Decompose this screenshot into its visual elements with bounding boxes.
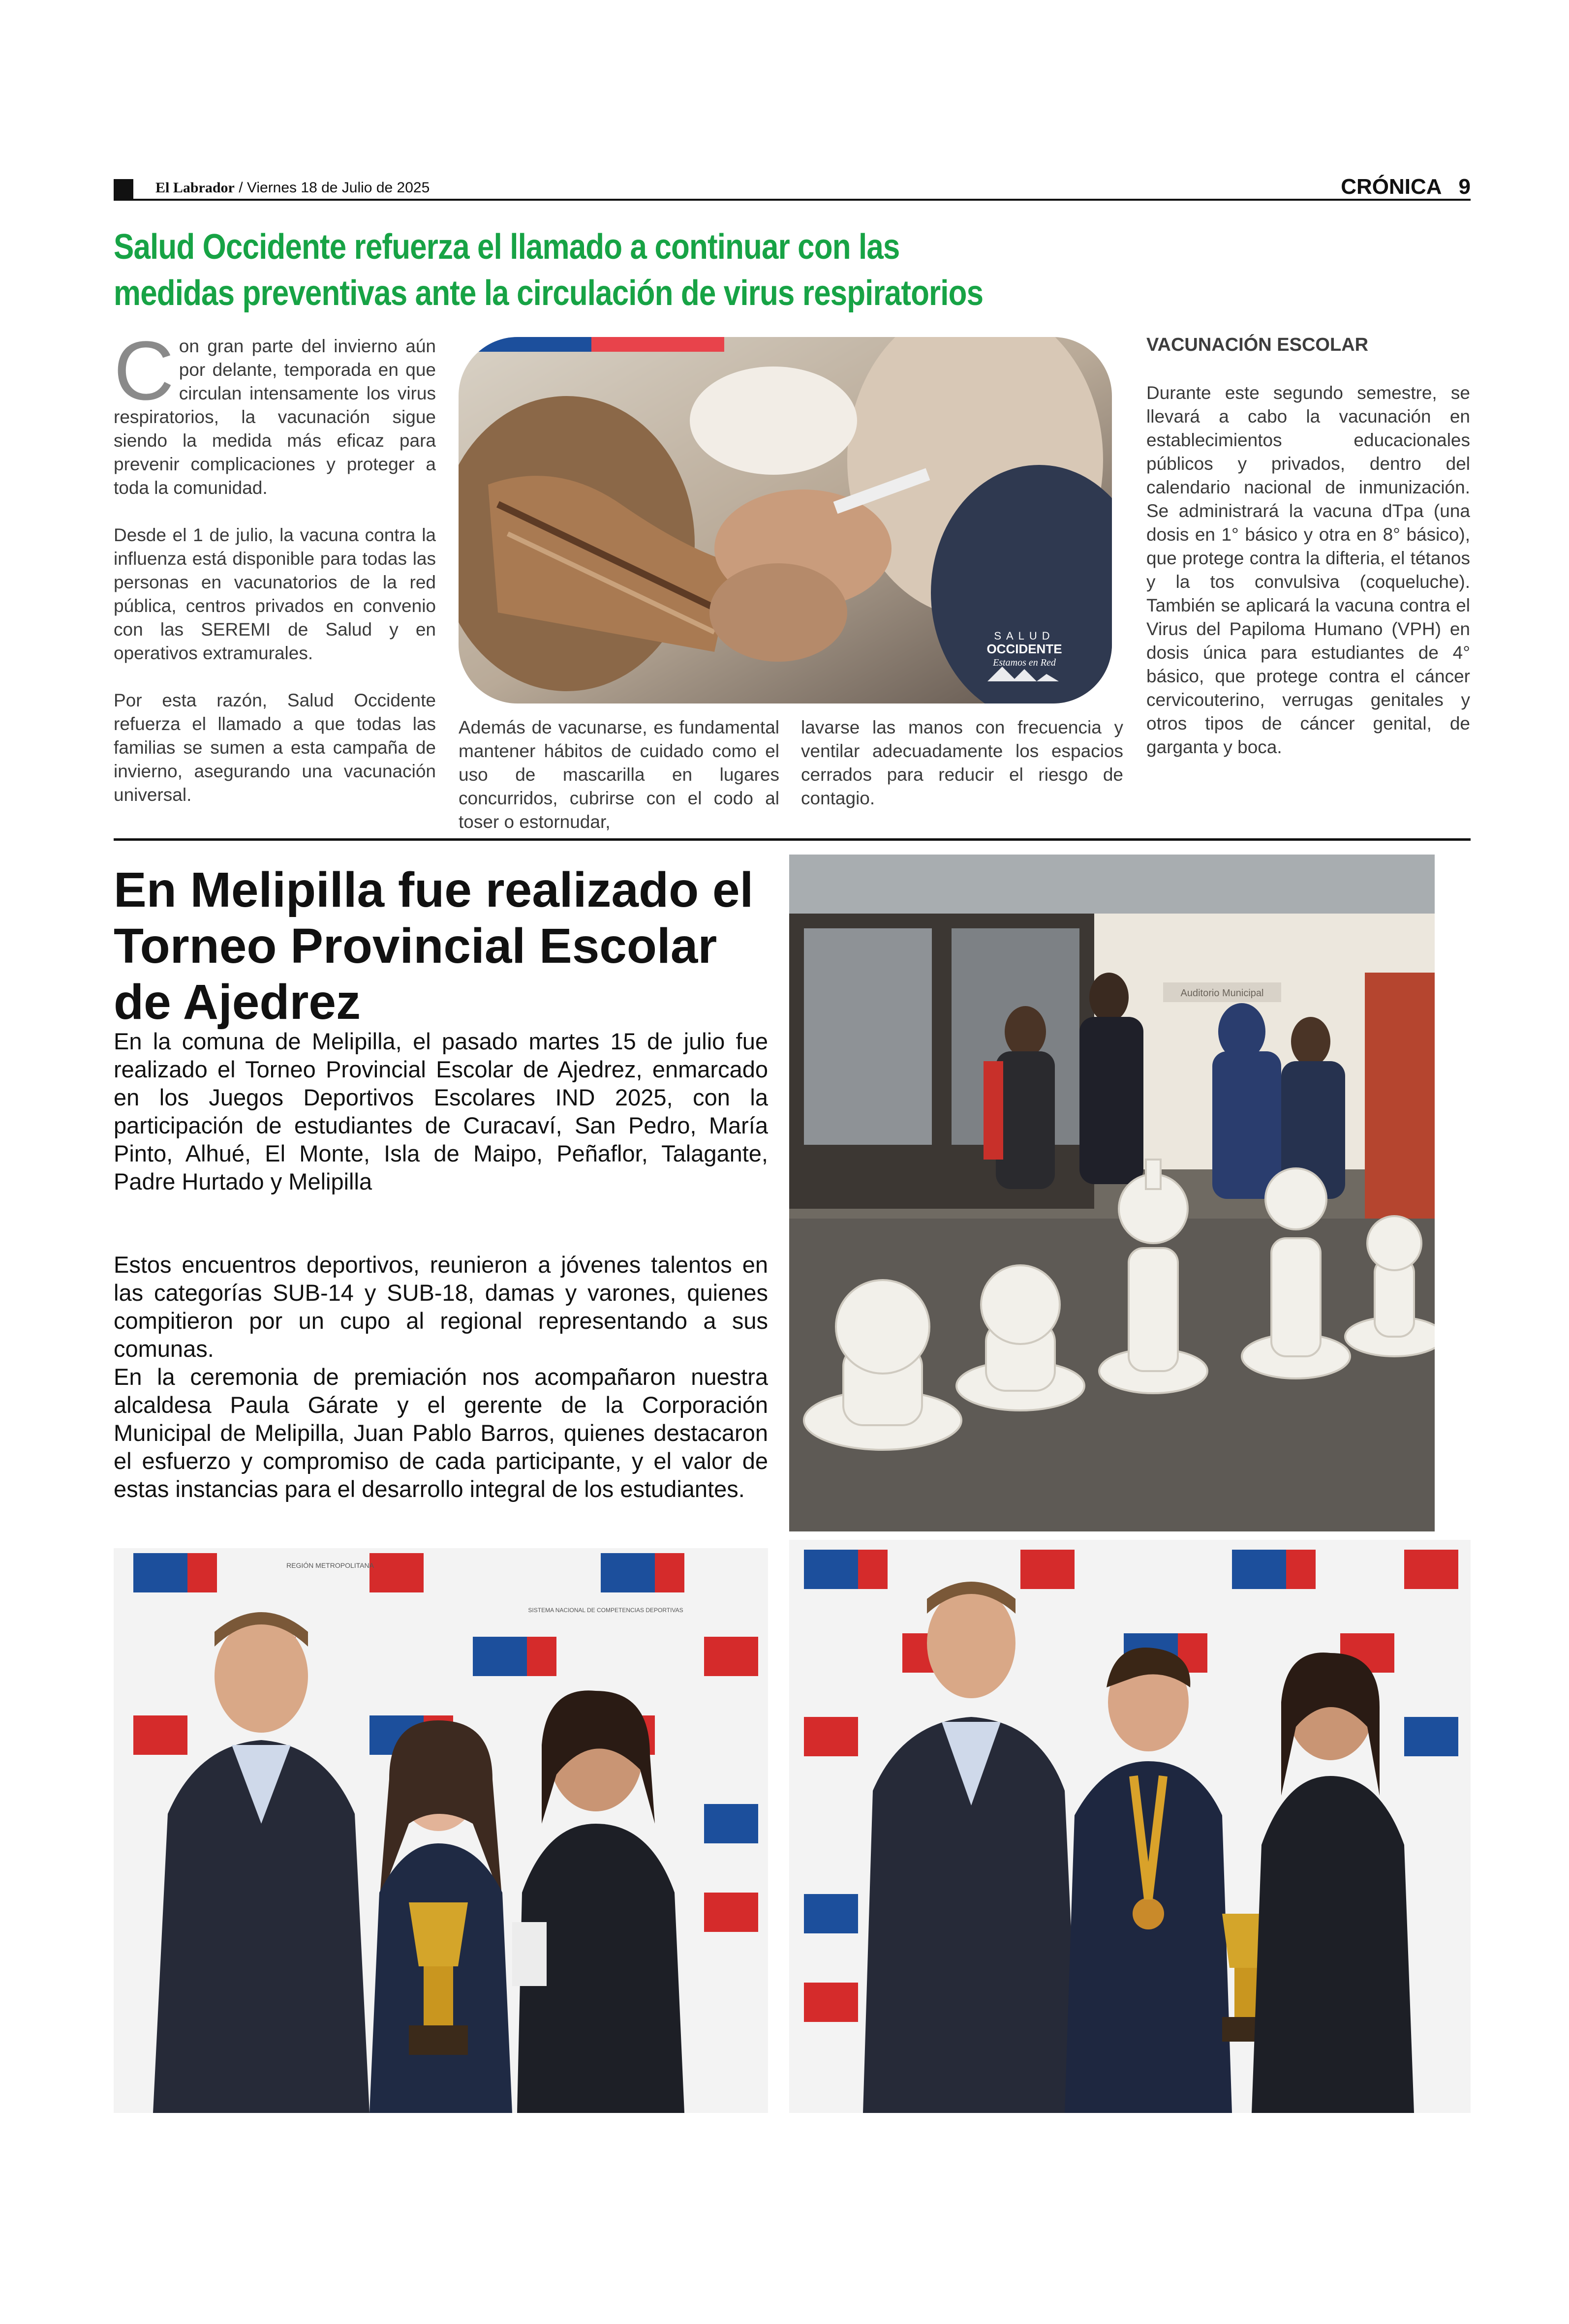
article2-paragraph3: En la ceremonia de premiación nos acompañaron nuestra alcaldesa Paula Gárate y el gerente de la Corporación Municipal de Melipilla, Juan Pablo Barros, quienes destacaron el esfuerzo y compromiso de cada participante, y el valor de estas instancias para el desarrollo integral de los estudiantes. [114, 1364, 768, 1502]
award-photo-girl [114, 1548, 768, 2113]
chess-board-photo [789, 855, 1435, 1531]
article1-headline-line2: medidas preventivas ante la circulación de virus respiratorios [114, 274, 984, 313]
article1-column1 [114, 324, 436, 830]
auditorio-sign: Auditorio Municipal [1180, 988, 1264, 999]
article2-paragraph2: Estos encuentros deportivos, reunieron a jóvenes talentos en las categorías SUB-14 y SUB-18, damas y varones, quienes compitieron por un cupo al regional representando a sus comunas. [114, 1252, 768, 1362]
article2-paragraph1: En la comuna de Melipilla, el pasado martes 15 de julio fue realizado el Torneo Provincial Escolar de Ajedrez, enmarcado en los Juegos Deportivos Escolares IND 2025, con la participación de estudiantes de Curacaví, San Pedro, María Pinto, Alhué, El Monte, Isla de Maipo, Peñaflor, Talagante, Padre Hurtado y Melipilla [114, 1028, 768, 1194]
header-rule [114, 199, 1471, 201]
backdrop-label-2: SISTEMA NACIONAL DE COMPETENCIAS DEPORTIVAS [528, 1607, 683, 1614]
article1-paragraph3: Por esta razón, Salud Occidente refuerza el llamado a que todas las familias se sumen a esta campaña de invierno, asegurando una vacunación universal. [114, 690, 436, 805]
header-publication [155, 177, 430, 199]
section-name: CRÓNICA [1341, 175, 1442, 199]
article1-column3: lavarse las manos con frecuencia y ventilar adecuadamente los espacios cerrados para reducir el riesgo de contagio. [801, 717, 1123, 808]
article2-headline: En Melipilla fue realizado el Torneo Provincial Escolar de Ajedrez [114, 862, 754, 1030]
vacunacion-escolar-sidebar [1146, 332, 1470, 759]
logo-line1: SALUD [994, 630, 1055, 642]
logo-line2: OCCIDENTE [986, 642, 1062, 656]
header-square-mark [114, 179, 133, 199]
backdrop-label-1: REGIÓN METROPOLITANA [286, 1561, 374, 1569]
award-photo-boy [789, 1540, 1471, 2113]
paper-name: El Labrador [155, 180, 235, 196]
article2-body [114, 1251, 768, 1503]
sidebar-text: Durante este segundo semestre, se llevará a cabo la vacunación en establecimientos educacionales públicos y privados, dentro del calendario nacional de inmunización. Se administrará la vacuna dTpa (una dosis en 1° básico y otra en 8° básico), que protege contra la difteria, el tétanos y la tos convulsiva (coqueluche). También se aplicará la vacuna contra el Virus del Papiloma Humano (VPH) en dosis única para estudiantes de 4° básico, que protege contra el cáncer cervicouterino, verrugas genitales y otros tipos de cáncer genital, de garganta y boca. [1146, 383, 1470, 757]
dropcap: C [114, 324, 174, 418]
article1-paragraph1-text: on gran parte del invierno aún por delante, temporada en que circulan intensamente los virus respiratorios, la vacunación sigue siendo la medida más eficaz para prevenir complicaciones y proteger a toda la comunidad. [114, 336, 436, 498]
article1-paragraph1 [114, 324, 436, 500]
article1-headline-line1: Salud Occidente refuerza el llamado a continuar con las [114, 227, 900, 267]
issue-date: / Viernes 18 de Julio de 2025 [239, 180, 430, 196]
page-number: 9 [1458, 175, 1471, 199]
article1-paragraph2: Desde el 1 de julio, la vacuna contra la influenza está disponible para todas las personas en vacunatorios de la red pública, centros privados en convenio con las SEREMI de Salud y en operativos extramurales. [114, 525, 436, 663]
article1-headline [114, 224, 1129, 316]
vaccination-photo [459, 337, 1112, 703]
sidebar-heading: VACUNACIÓN ESCOLAR [1146, 335, 1369, 355]
logo-line3: Estamos en Red [993, 657, 1056, 668]
section-divider [114, 838, 1471, 841]
article1-column2: Además de vacunarse, es fundamental mantener hábitos de cuidado como el uso de mascarilla en lugares concurridos, cubrirse con el codo al toser o estornudar, [459, 717, 779, 832]
header-section [1341, 173, 1471, 201]
